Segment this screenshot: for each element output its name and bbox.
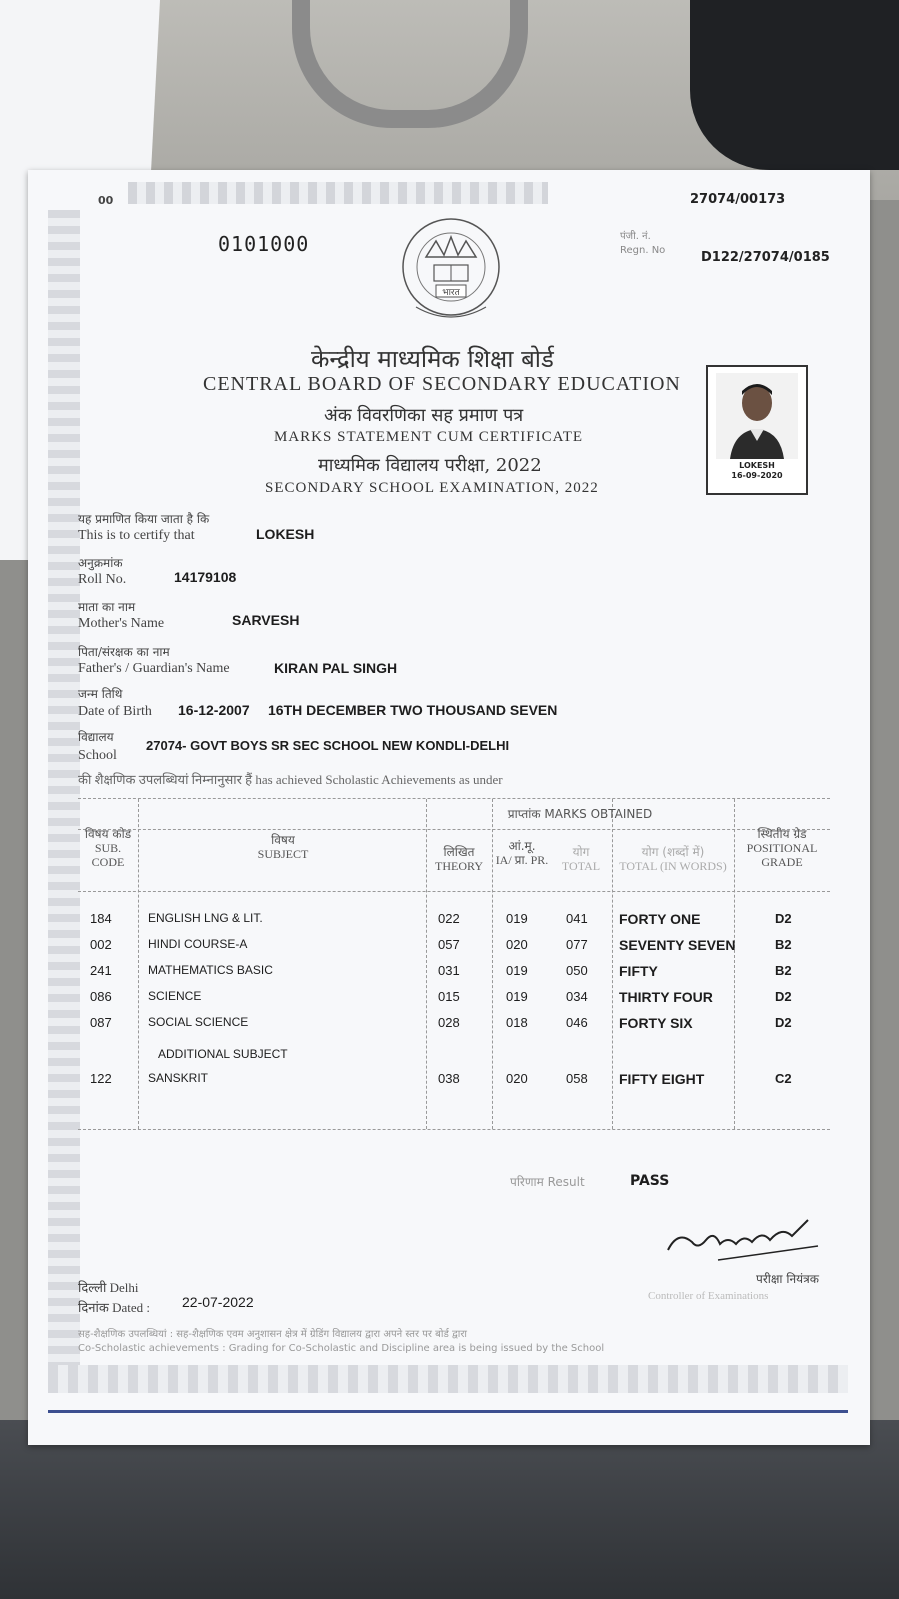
header-ia: [494, 839, 550, 867]
total-marks: 058: [566, 1071, 588, 1086]
regn-label-hindi: पंजी. नं.: [620, 231, 651, 242]
student-photo-frame: [706, 365, 808, 495]
theory-marks: 057: [438, 937, 460, 952]
total-in-words: THIRTY FOUR: [619, 989, 713, 1005]
ia-marks: 019: [506, 963, 528, 978]
header-marks-obtained: प्राप्तांक MARKS OBTAINED: [507, 807, 653, 821]
bottom-blue-line: [48, 1410, 848, 1413]
subject-name: MATHEMATICS BASIC: [148, 963, 273, 977]
header-words-hindi: योग (शब्दों में): [641, 845, 705, 859]
theory-marks: 022: [438, 911, 460, 926]
corner-number: 00: [98, 194, 114, 207]
father-label: Father's / Guardian's Name: [78, 661, 230, 676]
dob-value: 16-12-2007: [178, 702, 250, 718]
regn-label: [620, 230, 665, 258]
total-marks: 041: [566, 911, 588, 926]
table-row: [78, 1071, 830, 1093]
exam-title-hindi: माध्यमिक विद्यालय परीक्षा, 2022: [318, 455, 542, 476]
sub-code: 184: [90, 911, 112, 926]
table-divider: [78, 891, 830, 892]
regn-number: D122/27074/0185: [701, 250, 830, 265]
roll-label-hindi: अनुक्रमांक: [78, 556, 123, 570]
controller-label-hindi: परीक्षा नियंत्रक: [756, 1272, 819, 1286]
mother-label-hindi: माता का नाम: [78, 600, 136, 614]
father-name: KIRAN PAL SINGH: [274, 660, 398, 676]
roll-label: Roll No.: [78, 572, 127, 587]
table-row: [78, 911, 830, 933]
header-theory: [428, 845, 490, 873]
total-in-words: FORTY SIX: [619, 1015, 693, 1031]
guilloche-border-left: [48, 210, 80, 1390]
table-divider: [78, 829, 830, 830]
place-label: [78, 1278, 138, 1296]
positional-grade: D2: [775, 1015, 792, 1030]
theory-marks: 015: [438, 989, 460, 1004]
total-in-words: FORTY ONE: [619, 911, 701, 927]
header-sub-code-english: SUB. CODE: [91, 841, 125, 869]
result-label: परिणाम Result: [510, 1175, 585, 1189]
theory-marks: 031: [438, 963, 460, 978]
marksheet-page: [28, 170, 870, 1445]
header-grade-english: POSITIONAL GRADE: [746, 841, 818, 869]
emblem-text: भारत: [442, 288, 460, 298]
student-photo: [716, 373, 798, 459]
header-subject-hindi: विषय: [271, 833, 295, 847]
ia-marks: 020: [506, 937, 528, 952]
ia-marks: 019: [506, 989, 528, 1004]
student-name: LOKESH: [256, 526, 315, 542]
positional-grade: D2: [775, 911, 792, 926]
ia-marks: 020: [506, 1071, 528, 1086]
statement-title-english: MARKS STATEMENT CUM CERTIFICATE: [274, 429, 584, 445]
top-number: 27074/00173: [690, 192, 786, 207]
school-label-hindi: विद्यालय: [78, 730, 114, 744]
theory-marks: 028: [438, 1015, 460, 1030]
issue-date: 22-07-2022: [182, 1294, 254, 1310]
positional-grade: C2: [775, 1071, 792, 1086]
achieved-statement: की शैक्षणिक उपलब्धियां निम्नानुसार हैं has achieved Scholastic Achievements as under: [78, 772, 503, 787]
header-theory-english: THEORY: [435, 859, 483, 873]
dated-label: दिनांक Dated :: [78, 1300, 150, 1315]
mother-name: SARVESH: [232, 612, 300, 628]
header-sub-code: [78, 827, 138, 869]
total-marks: 034: [566, 989, 588, 1004]
ia-marks: 019: [506, 911, 528, 926]
header-subject: [218, 833, 348, 861]
controller-signature: [658, 1200, 828, 1270]
photo-caption-name: LOKESH: [739, 461, 775, 470]
guilloche-border-bottom: [48, 1365, 848, 1393]
dob-words: 16TH DECEMBER TWO THOUSAND SEVEN: [268, 702, 558, 718]
mother-label: Mother's Name: [78, 616, 165, 631]
total-in-words: SEVENTY SEVEN: [619, 937, 736, 953]
place-english: Delhi: [109, 1280, 139, 1295]
roll-number: 14179108: [174, 569, 237, 585]
statement-title-hindi: अंक विवरणिका सह प्रमाण पत्र: [324, 405, 524, 426]
co-scholastic-note: [78, 1328, 798, 1356]
table-row: [78, 937, 830, 959]
positional-grade: D2: [775, 989, 792, 1004]
co-scholastic-note-english: Co-Scholastic achievements : Grading for Co-Scholastic and Discipline area is being issued by the School: [78, 1343, 605, 1354]
header-ia-english: IA/ प्रा. PR.: [495, 853, 549, 867]
header-words-english: TOTAL (IN WORDS): [619, 859, 727, 873]
guilloche-border-top: [128, 182, 548, 204]
total-marks: 077: [566, 937, 588, 952]
total-marks: 046: [566, 1015, 588, 1030]
sub-code: 087: [90, 1015, 112, 1030]
positional-grade: B2: [775, 937, 792, 952]
subject-name: HINDI COURSE-A: [148, 937, 248, 951]
header-ia-hindi: आं.मू.: [508, 839, 536, 853]
header-total-english: TOTAL: [561, 859, 601, 873]
place-hindi: दिल्ली: [78, 1280, 107, 1295]
additional-subject-label: ADDITIONAL SUBJECT: [158, 1047, 288, 1061]
subject-name: ENGLISH LNG & LIT.: [148, 911, 263, 925]
background-device: [690, 0, 899, 170]
sub-code: 122: [90, 1071, 112, 1086]
certify-label: This is to certify that: [78, 528, 195, 543]
table-row: [78, 989, 830, 1011]
header-total: [552, 845, 610, 873]
co-scholastic-note-hindi: सह-शैक्षणिक उपलब्धियां : सह-शैक्षणिक एवम अनुशासन क्षेत्र में ग्रेडिंग विद्यालय द्वारा अपने स्तर पर बोर्ड द्वारा: [78, 1329, 468, 1340]
table-row: [78, 963, 830, 985]
subject-name: SOCIAL SCIENCE: [148, 1015, 249, 1029]
controller-label: Controller of Examinations: [648, 1290, 769, 1302]
header-total-hindi: योग: [572, 845, 590, 859]
header-subject-english: SUBJECT: [257, 847, 309, 861]
school-label: School: [78, 748, 117, 763]
certify-label-hindi: यह प्रमाणित किया जाता है कि: [78, 512, 210, 526]
positional-grade: B2: [775, 963, 792, 978]
additional-subject-heading-row: [78, 1047, 830, 1069]
photo-caption-date: 16-09-2020: [731, 471, 783, 480]
theory-marks: 038: [438, 1071, 460, 1086]
board-title-hindi: केन्द्रीय माध्यमिक शिक्षा बोर्ड: [311, 345, 554, 373]
header-grade-hindi: स्थितीय ग्रेड: [757, 827, 807, 841]
sub-code: 002: [90, 937, 112, 952]
sub-code: 086: [90, 989, 112, 1004]
table-row: [78, 1015, 830, 1037]
exam-title-english: SECONDARY SCHOOL EXAMINATION, 2022: [265, 480, 599, 496]
marks-table: [78, 798, 830, 1130]
serial-number: 0101000: [218, 232, 310, 256]
cbse-emblem-icon: [396, 215, 506, 335]
background-floor: [0, 1420, 899, 1599]
header-grade: [736, 827, 828, 869]
board-title-english: CENTRAL BOARD OF SECONDARY EDUCATION: [203, 373, 681, 395]
dob-label-hindi: जन्म तिथि: [78, 687, 123, 701]
school-name: 27074- GOVT BOYS SR SEC SCHOOL NEW KONDLI-DELHI: [146, 738, 510, 753]
dob-label: Date of Birth: [78, 704, 152, 719]
regn-label-english: Regn. No: [620, 245, 666, 256]
header-sub-code-hindi: विषय कोड: [84, 827, 132, 841]
ia-marks: 018: [506, 1015, 528, 1030]
total-in-words: FIFTY EIGHT: [619, 1071, 705, 1087]
total-in-words: FIFTY: [619, 963, 658, 979]
sub-code: 241: [90, 963, 112, 978]
header-total-words: [614, 845, 732, 873]
photo-caption: [708, 461, 806, 481]
subject-name: SANSKRIT: [148, 1071, 209, 1085]
total-marks: 050: [566, 963, 588, 978]
header-theory-hindi: लिखित: [443, 845, 475, 859]
father-label-hindi: पिता/संरक्षक का नाम: [78, 645, 170, 659]
result-value: PASS: [630, 1173, 670, 1189]
subject-name: SCIENCE: [148, 989, 202, 1003]
